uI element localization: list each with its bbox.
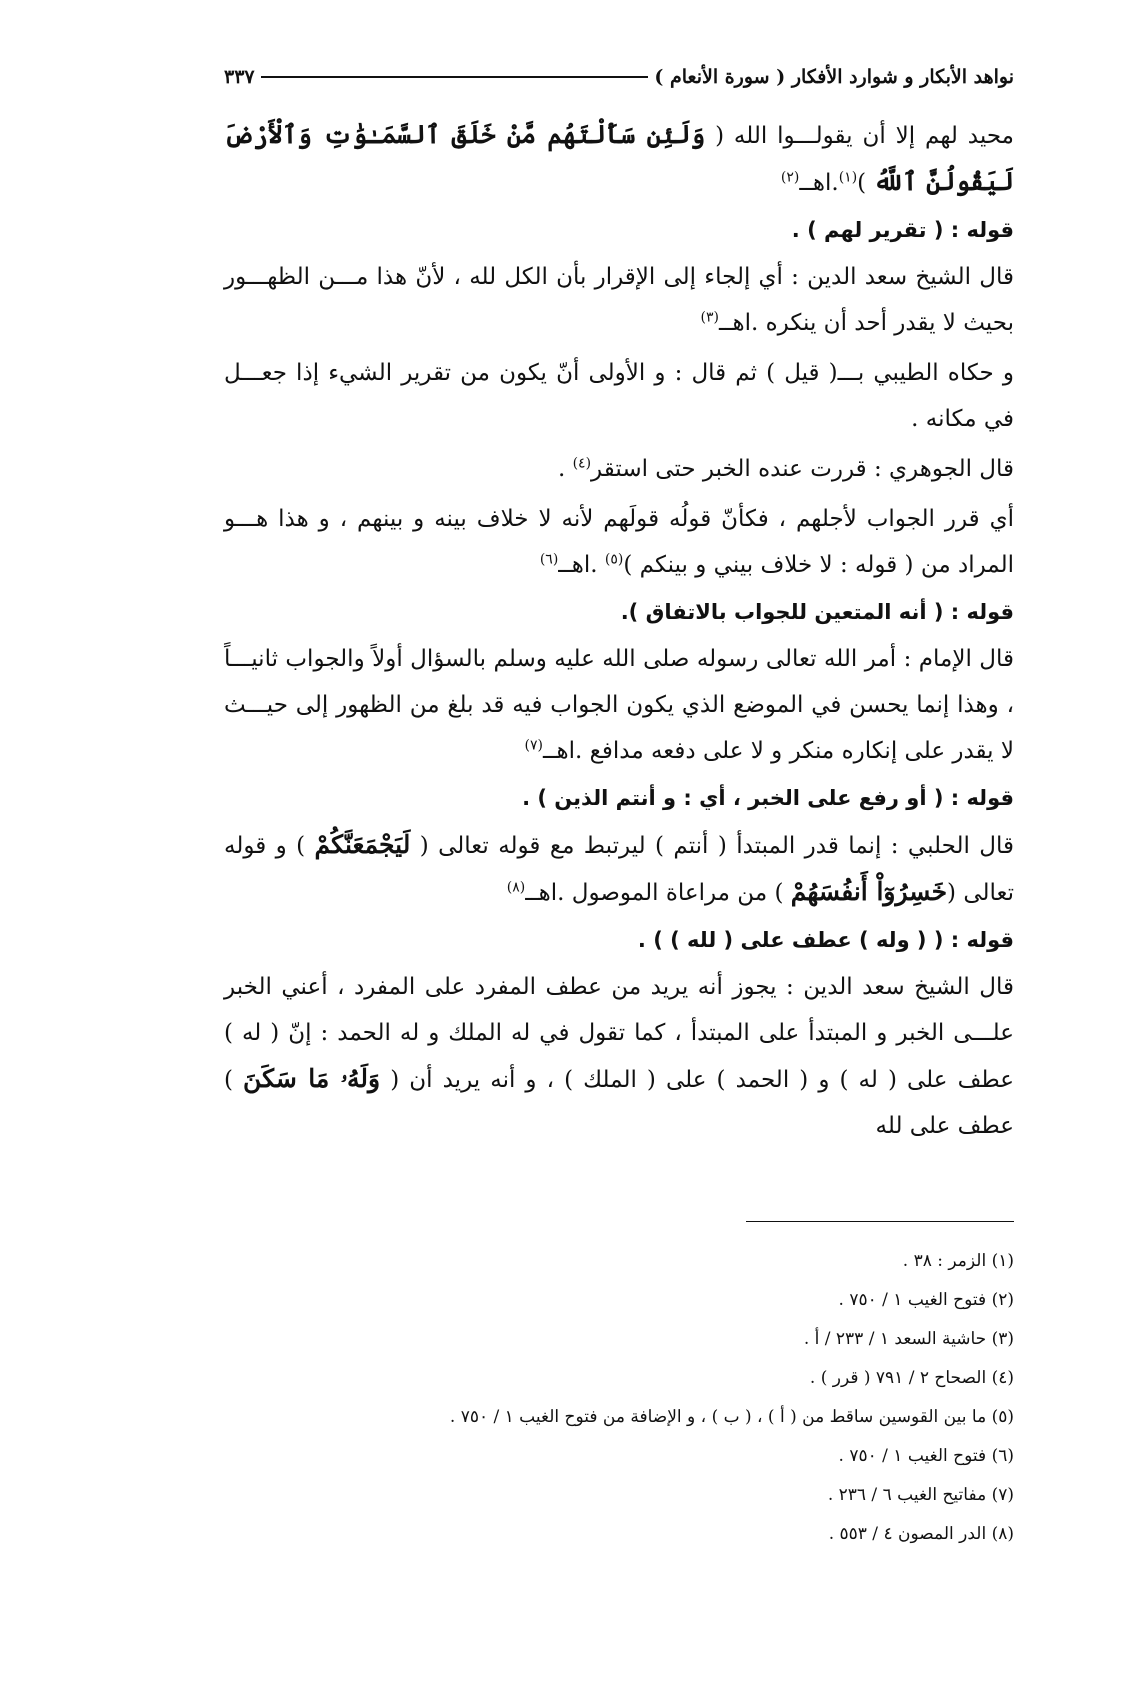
text-run: قال الشيخ سعد الدين : يجوز أنه يريد من عطف المفرد على المفرد ، أعني الخبر علـــى الخبر و المبتدأ على المبتدأ ، كما تقول في له الملك و له الحمد : إنّ ( له ) عطف على ( له ) و ( الحمد ) على ( الملك ) ، و أنه يريد أن ( (224, 974, 1014, 1093)
section-heading: قوله : ( تقرير لهم ) . (791, 218, 1014, 242)
paragraph-5 (224, 496, 1014, 588)
footnote-ref: (٧) (524, 737, 544, 754)
footnote-ref: (٥) (604, 551, 624, 568)
text-run: .اهــ (558, 552, 605, 578)
footnotes (224, 1242, 1014, 1554)
footnote-ref: (٣) (700, 309, 719, 326)
footnote-ref: (٦) (539, 551, 559, 568)
footnote-item: (٢) فتوح الغيب ١ / ٧٥٠ . (838, 1290, 1014, 1310)
section-heading: قوله : ( أو رفع على الخبر ، أي : و أنتم الذين ) . (522, 786, 1014, 810)
running-header (224, 60, 1014, 94)
running-title: نواهد الأبكار و شوارد الأفكار ( سورة الأنعام ) (654, 66, 1014, 88)
footnote-item: (٧) مفاتيح الغيب ٦ / ٢٣٦ . (827, 1485, 1014, 1505)
footnote-separator (746, 1221, 1014, 1222)
footnote-item: (٣) حاشية السعد ١ / ٢٣٣ / أ . (803, 1329, 1014, 1349)
text-run: .اهــ (799, 170, 839, 196)
quran-verse: لَيَجْمَعَنَّكُمْ (314, 830, 411, 859)
text-run: قال الحلبي : إنما قدر المبتدأ ( أنتم ) ليرتبط مع قوله تعالى ( (410, 833, 1014, 859)
quran-verse: وَلَئِن سَأَلْتَهُم مَّنْ خَلَقَ ٱلسَّمَـٰوَٰتِ وَٱلْأَرْضَ لَيَقُولُنَّ ٱللَّهُ (224, 120, 1014, 196)
text-run: . (557, 456, 573, 482)
paragraph-8 (224, 964, 1014, 1149)
text-run: ) عطف على لله (224, 1067, 1014, 1139)
footnote-item: (٤) الصحاح ٢ / ٧٩١ ( قرر ) . (809, 1368, 1014, 1388)
paragraph-1 (224, 112, 1014, 206)
quran-verse: وَلَهُۥ مَا سَكَنَ (243, 1064, 381, 1093)
paragraph-6 (224, 636, 1014, 774)
footnote-item: (٥) ما بين القوسين ساقط من ( أ ) ، ( ب ) ، و الإضافة من فتوح الغيب ١ / ٧٥٠ . (449, 1407, 1014, 1427)
text-run: أي قرر الجواب لأجلهم ، فكأنّ قولُه قولَهم لأنه لا خلاف بينه و بينهم ، و هذا هـــو المراد من ( قوله : لا خلاف بيني و بينكم ) (224, 506, 1014, 578)
text-run: قال الشيخ سعد الدين : أي إلجاء إلى الإقرار بأن الكل لله ، لأنّ هذا مـــن الظهـــور بحيث لا يقدر أحد أن ينكره .اهــ (224, 264, 1014, 336)
quran-verse: خَسِرُوٓاْ أَنفُسَهُمْ (790, 877, 948, 906)
text-run: ) (857, 170, 874, 196)
footnote-ref: (١) (838, 169, 858, 186)
main-text (224, 112, 1014, 1149)
text-run: ) و قوله تعالى ( (224, 833, 1014, 906)
paragraph-2 (224, 254, 1014, 346)
section-heading: قوله : ( أنه المتعين للجواب بالاتفاق ). (620, 600, 1014, 624)
footnote-ref: (٤) (572, 455, 592, 472)
footnote-ref: (٨) (506, 879, 526, 896)
footnote-ref: (٢) (780, 169, 800, 186)
text-run: قال الإمام : أمر الله تعالى رسوله صلى الله عليه وسلم بالسؤال أولاً والجواب ثانيـــاً ، وهذا إنما يحسن في الموضع الذي يكون الجواب فيه قد بلغ من الظهور إلى حيـــث لا يقدر على إنكاره منكر و لا على دفعه مدافع .اهــ (224, 646, 1014, 764)
book-page (224, 60, 1014, 1554)
footnote-item: (٦) فتوح الغيب ١ / ٧٥٠ . (838, 1446, 1014, 1466)
header-rule (261, 76, 649, 78)
paragraph-3: و حكاه الطيبي بـــ( قيل ) ثم قال : و الأولى أنّ يكون من تقرير الشيء إذا جعـــل في مكانه . (224, 360, 1014, 432)
footnote-separator-wrap (224, 1221, 1014, 1222)
footnote-item: (٨) الدر المصون ٤ / ٥٥٣ . (828, 1524, 1014, 1544)
text-run: ) من مراعاة الموصول .اهــ (525, 880, 791, 906)
text-run: قال الجوهري : قررت عنده الخبر حتى استقر (591, 456, 1014, 482)
section-heading: قوله : ( ( وله ) عطف على ( لله ) ) . (637, 928, 1014, 952)
page-number: ٣٣٧ (224, 66, 255, 88)
footnote-item: (١) الزمر : ٣٨ . (902, 1251, 1014, 1271)
paragraph-4 (224, 446, 1014, 492)
text-run: محيد لهم إلا أن يقولـــوا الله ( (705, 123, 1014, 149)
paragraph-7 (224, 822, 1014, 916)
